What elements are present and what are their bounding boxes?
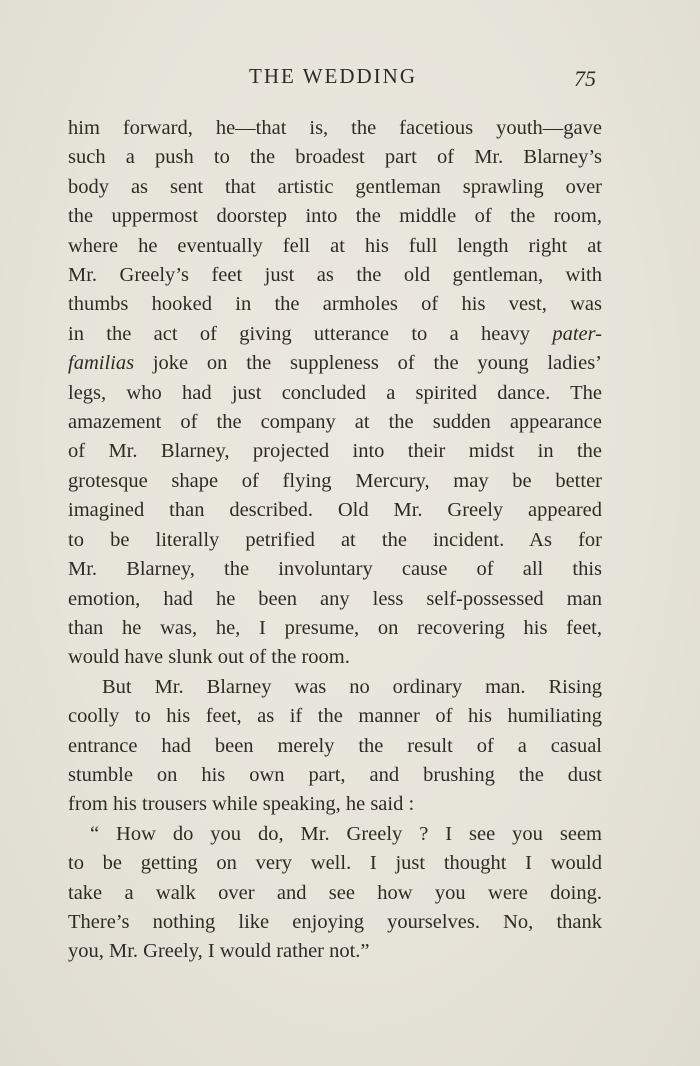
text-line: would have slunk out of the room.	[68, 646, 350, 669]
paragraph-1	[68, 114, 602, 673]
text-fragment: in the act of giving utterance to a heavy	[68, 322, 530, 345]
italic-word: pater-	[552, 322, 603, 345]
text-line: him forward, he—that is, the facetious youth—gave	[68, 117, 602, 139]
text-line: from his trousers while speaking, he said :	[68, 793, 415, 816]
text-line: legs, who had just concluded a spirited dance. The	[68, 381, 602, 404]
text-line-with-italic	[68, 320, 602, 349]
text-line: There’s nothing like enjoying yourselves. No, thank	[68, 910, 602, 933]
text-fragment: joke on the suppleness of the young ladies’	[152, 352, 602, 375]
text-line: take a walk over and see how you were doing.	[68, 881, 602, 904]
page-number: 75	[574, 66, 596, 91]
text-line: coolly to his feet, as if the manner of his humiliating	[68, 705, 602, 728]
text-line: emotion, had he been any less self-possessed man	[68, 587, 602, 610]
text-line: such a push to the broadest part of Mr. Blarney’s	[68, 146, 602, 169]
paragraph-3	[68, 820, 602, 967]
text-line: grotesque shape of flying Mercury, may be better	[68, 469, 602, 492]
text-line: Mr. Greely’s feet just as the old gentleman, with	[68, 264, 602, 287]
text-line: body as sent that artistic gentleman sprawling over	[68, 175, 602, 198]
running-head	[68, 64, 598, 94]
text-line-with-italic	[68, 349, 602, 378]
text-line: imagined than described. Old Mr. Greely appeared	[68, 499, 602, 522]
text-line: But Mr. Blarney was no ordinary man. Rising	[102, 675, 602, 698]
text-line: Mr. Blarney, the involuntary cause of all this	[68, 558, 602, 581]
text-line: the uppermost doorstep into the middle of the room,	[68, 205, 602, 228]
italic-word: familias	[68, 352, 135, 375]
text-line: you, Mr. Greely, I would rather not.”	[68, 940, 370, 963]
text-line: to be getting on very well. I just thought I would	[68, 852, 602, 875]
running-title: THE WEDDING	[249, 64, 417, 88]
text-line: “ How do you do, Mr. Greely ? I see you seem	[90, 822, 602, 845]
text-line: than he was, he, I presume, on recovering his feet,	[68, 616, 602, 639]
text-line: where he eventually fell at his full length right at	[68, 234, 602, 257]
text-line: thumbs hooked in the armholes of his vest, was	[68, 293, 602, 316]
text-line: entrance had been merely the result of a casual	[68, 734, 602, 757]
text-line: amazement of the company at the sudden appearance	[68, 411, 602, 434]
text-line: of Mr. Blarney, projected into their midst in the	[68, 440, 602, 463]
text-line: stumble on his own part, and brushing the dust	[68, 763, 602, 786]
paragraph-2	[68, 673, 602, 820]
body-text	[68, 114, 602, 967]
text-line: to be literally petrified at the incident. As for	[68, 528, 602, 551]
